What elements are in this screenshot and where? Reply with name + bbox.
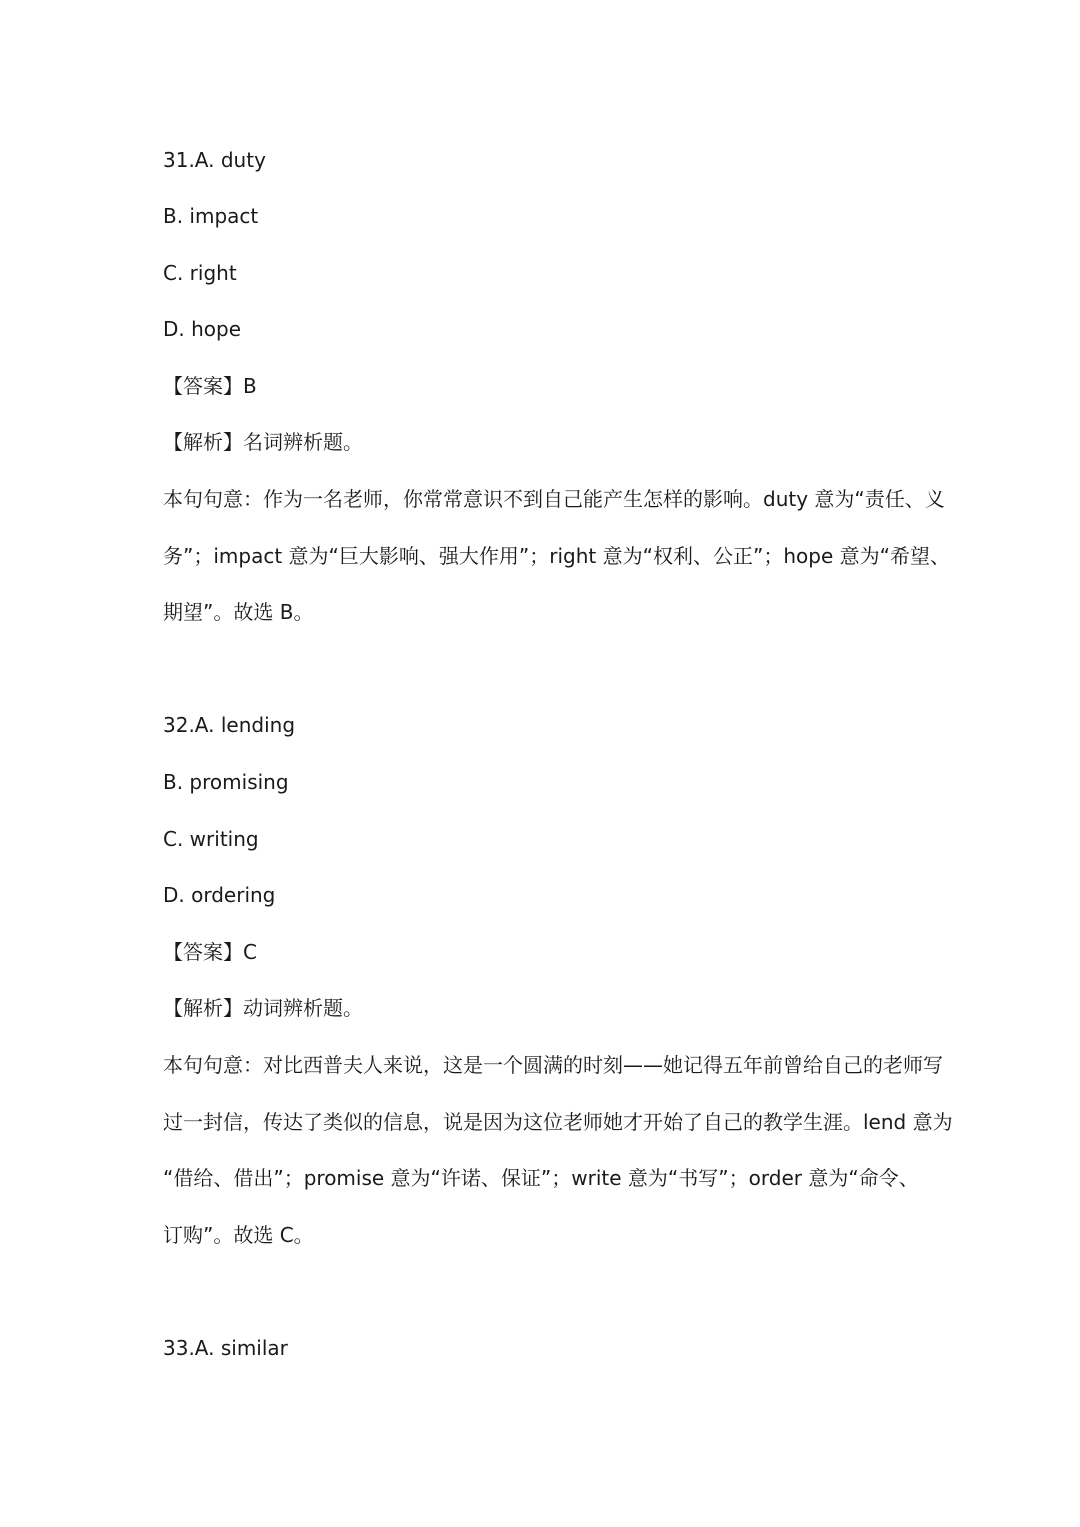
- question-32-option-d: D. ordering: [163, 883, 276, 907]
- question-32-option-c: C. writing: [163, 827, 259, 851]
- question-33-option-a: 33.A. similar: [163, 1336, 288, 1360]
- question-32-explanation-line-4: 订购”。故选 C。: [163, 1223, 314, 1247]
- question-31-option-c: C. right: [163, 261, 237, 285]
- question-31-analysis-label: 【解析】名词辨析题。: [163, 430, 363, 454]
- question-31-explanation-line-2: 务”；impact 意为“巨大影响、强大作用”；right 意为“权利、公正”；hope 意为“希望、: [163, 544, 950, 568]
- question-31-option-b: B. impact: [163, 204, 259, 228]
- question-32-analysis-label: 【解析】动词辨析题。: [163, 996, 363, 1020]
- question-32-option-b: B. promising: [163, 770, 289, 794]
- question-32-explanation-line-1: 本句句意：对比西普夫人来说，这是一个圆满的时刻——她记得五年前曾给自己的老师写: [163, 1053, 943, 1077]
- question-32-explanation-line-2: 过一封信，传达了类似的信息，说是因为这位老师她才开始了自己的教学生涯。lend 意为: [163, 1110, 953, 1134]
- question-31-option-d: D. hope: [163, 317, 242, 341]
- question-32-option-a: 32.A. lending: [163, 713, 296, 737]
- question-31-explanation-line-3: 期望”。故选 B。: [163, 600, 314, 624]
- question-32-explanation-line-3: “借给、借出”；promise 意为“许诺、保证”；write 意为“书写”；order 意为“命令、: [163, 1166, 919, 1190]
- question-31-option-a: 31.A. duty: [163, 148, 266, 172]
- question-31-explanation-line-1: 本句句意：作为一名老师，你常常意识不到自己能产生怎样的影响。duty 意为“责任、义: [163, 487, 945, 511]
- question-31-answer: 【答案】B: [163, 374, 257, 398]
- question-32-answer: 【答案】C: [163, 940, 257, 964]
